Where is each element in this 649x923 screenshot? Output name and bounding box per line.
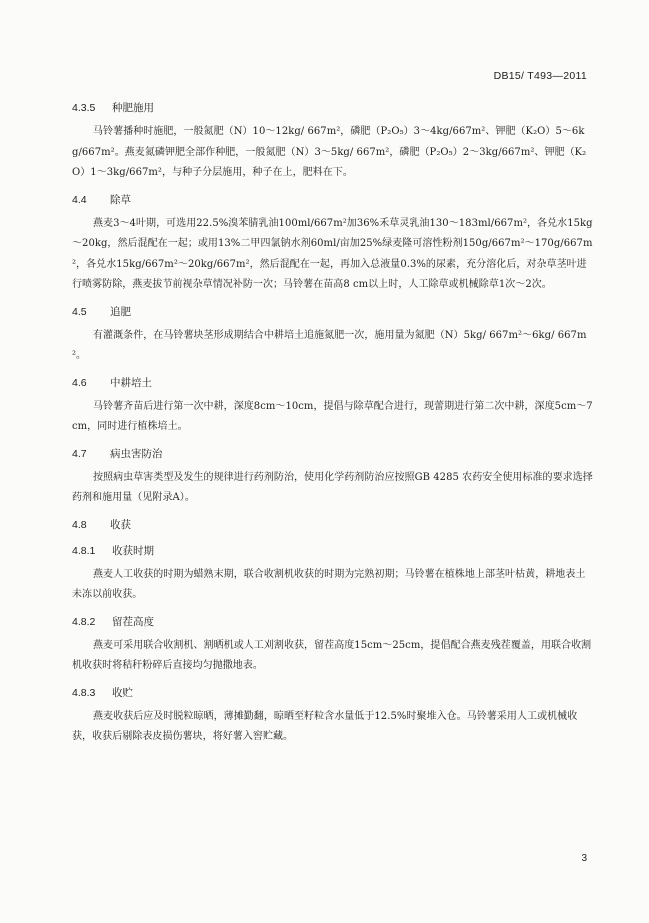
section-title: 留茬高度: [112, 615, 154, 628]
section-title: 除草: [110, 193, 131, 206]
section-heading: [72, 683, 593, 703]
section-heading: [72, 541, 593, 561]
section-heading: [72, 190, 593, 210]
section-paragraph: 按照病虫草害类型及发生的规律进行药剂防治，使用化学药剂防治应按照GB 4285 农药安全使用标准的要求选择药剂和施用量（见附录A）。: [72, 471, 593, 503]
section-paragraph: 燕麦3～4叶期，可选用22.5%溴苯腈乳油100ml/667m²加36%禾草灵乳油130～183ml/667m²，各兑水15kg～20kg，然后混配在一起；或用13%二甲四氯钠水剂60ml/亩加25%绿麦隆可溶性粉剂150g/667m²～170g/667m²，各兑水15kg/667m²～20kg/667m²，然后混配在一起，再加入总液量0.3%的尿素，充分溶化后，对杂草茎叶进行喷雾防除，燕麦拔节前视杂草情况补防一次；马铃薯在苗高8 cm以上时，人工除草或机械除草1次～2次。: [72, 217, 593, 290]
section-title: 收获时期: [112, 544, 154, 557]
section-number: 4.8.3: [72, 686, 96, 699]
section-paragraph: 燕麦可采用联合收割机、割晒机或人工刈割收获，留茬高度15cm～25cm，提倡配合燕麦残茬覆盖，用联合收割机收获时将秸秆粉碎后直接均匀抛撒地表。: [72, 639, 592, 671]
section-heading: [72, 98, 593, 118]
section-heading: [72, 515, 593, 535]
section-number: 4.8: [72, 518, 87, 531]
section-4-8-1: [72, 541, 593, 606]
section-heading: [72, 373, 593, 393]
section-title: 病虫害防治: [110, 447, 163, 460]
section-paragraph: 马铃薯齐苗后进行第一次中耕，深度8cm～10cm，提倡与除草配合进行，现蕾期进行第二次中耕，深度5cm～7cm，同时进行植株培土。: [72, 400, 593, 432]
section-4-4: [72, 190, 593, 296]
section-4-8-2: [72, 612, 593, 677]
section-number: 4.4: [72, 193, 87, 206]
section-paragraph: 马铃薯播种时施肥，一般氮肥（N）10～12kg/ 667m²，磷肥（P₂O₅）3～4kg/667m²、钾肥（K₂O）5～6kg/667m²。燕麦氮磷钾肥全部作种肥，一般氮肥（N）3～5kg/ 667m²，磷肥（P₂O₅）2～3kg/667m²、钾肥（K₂O）1～3kg/667m²，与种子分层施用，种子在上，肥料在下。: [72, 126, 587, 178]
standard-code-header: DB15/ T493—2011: [493, 70, 587, 82]
section-4-8: [72, 515, 593, 535]
section-4-8-3: [72, 683, 593, 748]
section-number: 4.7: [72, 447, 87, 460]
section-heading: [72, 612, 593, 632]
section-number: 4.5: [72, 305, 87, 318]
section-number: 4.8.2: [72, 615, 96, 628]
section-heading: [72, 444, 593, 464]
section-paragraph: 燕麦收获后应及时脱粒晾晒，薄摊勤翻，晾晒至籽粒含水量低于12.5%时聚堆入仓。马铃薯采用人工或机械收获，收获后剔除表皮损伤薯块，将好薯入窖贮藏。: [72, 710, 578, 742]
section-heading: [72, 302, 593, 322]
section-number: 4.3.5: [72, 102, 96, 114]
document-body: [72, 92, 593, 751]
section-4-5: [72, 302, 593, 367]
section-number: 4.6: [72, 376, 87, 389]
section-paragraph: 有灌溉条件，在马铃薯块茎形成期结合中耕培土追施氮肥一次，施用量为氮肥（N）5kg/ 667m²～6kg/ 667m²。: [72, 329, 587, 361]
section-title: 中耕培土: [110, 376, 152, 389]
section-4-6: [72, 373, 593, 438]
section-number: 4.8.1: [72, 544, 96, 557]
section-title: 收贮: [112, 686, 133, 699]
section-title: 种肥施用: [112, 102, 154, 114]
section-title: 追肥: [110, 305, 131, 318]
section-4-3-5: [72, 98, 593, 184]
section-paragraph: 燕麦人工收获的时期为蜡熟末期，联合收割机收获的时期为完熟初期；马铃薯在植株地上部茎叶枯黄，耕地表土未冻以前收获。: [72, 568, 586, 600]
section-title: 收获: [110, 518, 131, 531]
page-number: 3: [581, 853, 587, 864]
section-4-7: [72, 444, 593, 509]
